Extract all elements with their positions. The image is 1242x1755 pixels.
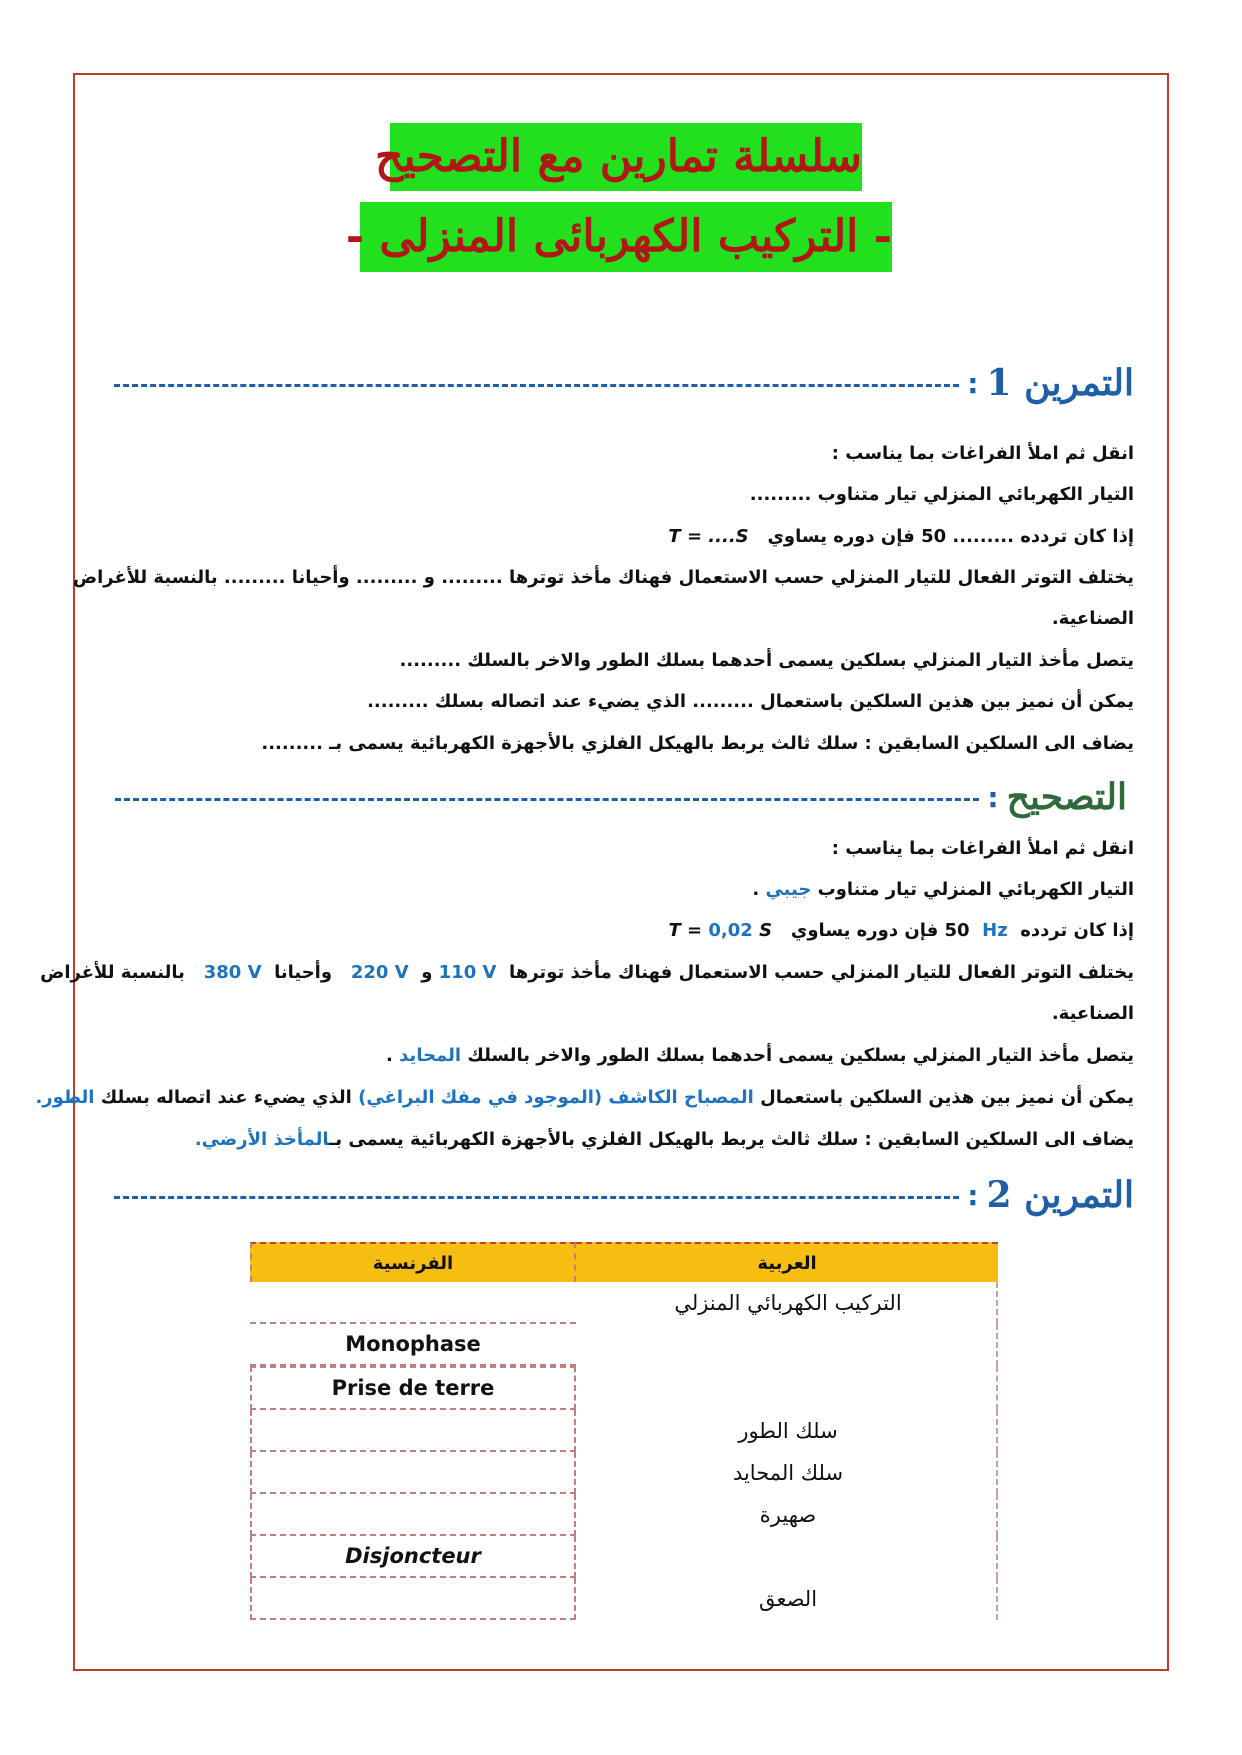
corr-line4-end: . bbox=[386, 1045, 393, 1066]
answer-110v: 110 V bbox=[438, 962, 497, 983]
corr-line2-s: S bbox=[759, 920, 773, 941]
table-row bbox=[250, 1282, 998, 1324]
cell-arabic bbox=[576, 1536, 998, 1578]
table-row bbox=[250, 1536, 998, 1578]
table-row bbox=[250, 1366, 998, 1410]
corr-line1-end: . bbox=[752, 879, 760, 900]
corr-line2-text1: إذا كان تردده bbox=[1020, 920, 1134, 941]
cell-french bbox=[250, 1410, 576, 1452]
dashed-divider bbox=[114, 1196, 959, 1199]
answer-220v: 220 V bbox=[350, 962, 409, 983]
cell-arabic: صهيرة bbox=[576, 1494, 998, 1536]
table-row bbox=[250, 1494, 998, 1536]
corr-instruction: انقل ثم املأ الفراغات بما يناسب : bbox=[831, 838, 1134, 859]
cell-arabic: سلك الطور bbox=[576, 1410, 998, 1452]
exercise1-heading bbox=[114, 362, 1134, 404]
col-header-french: الفرنسية bbox=[250, 1242, 576, 1282]
ex1-line2-formula: T = ....S bbox=[668, 526, 749, 547]
ex1-line5: يمكن أن نميز بين هذين السلكين باستعمال ......... الذي يضيء عند اتصاله بسلك ......... bbox=[367, 691, 1134, 712]
exercise2-heading bbox=[114, 1174, 1134, 1216]
ex1-line3: يختلف التوتر الفعال للتيار المنزلي حسب الاستعمال فهناك مأخذ توترها ......... و ......... وأحيانا ......... بالنسبة للأغراض bbox=[72, 567, 1134, 588]
correction-colon: : bbox=[987, 780, 999, 814]
answer-380v: 380 V bbox=[203, 962, 262, 983]
ex1-line3-cont: الصناعية. bbox=[1051, 608, 1134, 629]
cell-french bbox=[250, 1578, 576, 1620]
corr-line3-text1: يختلف التوتر الفعال للتيار المنزلي حسب الاستعمال فهناك مأخذ توترها bbox=[509, 962, 1134, 983]
table-header-row bbox=[250, 1242, 998, 1282]
corr-line6 bbox=[195, 1129, 1134, 1150]
exercise2-title: التمرين 2 bbox=[986, 1174, 1134, 1216]
exercise1-title: التمرين 1 bbox=[986, 362, 1134, 404]
cell-arabic: سلك المحايد bbox=[576, 1452, 998, 1494]
ex1-instruction: انقل ثم املأ الفراغات بما يناسب : bbox=[831, 443, 1134, 464]
ex1-line1: التيار الكهربائي المنزلي تيار متناوب ......... bbox=[749, 484, 1134, 505]
corr-line5-text1: يمكن أن نميز بين هذين السلكين باستعمال bbox=[760, 1087, 1134, 1108]
exercise2-colon: : bbox=[967, 1178, 979, 1212]
correction-heading bbox=[115, 776, 1127, 818]
ex1-line2 bbox=[668, 526, 1134, 547]
col-header-arabic: العربية bbox=[576, 1242, 998, 1282]
cell-arabic bbox=[576, 1324, 998, 1366]
answer-neutral: المحايد bbox=[399, 1045, 462, 1066]
ex1-line2-text: إذا كان تردده ......... 50 فإن دوره يساوي bbox=[767, 526, 1134, 547]
corr-line2-text2: 50 فإن دوره يساوي bbox=[790, 920, 970, 941]
table-row bbox=[250, 1452, 998, 1494]
answer-period: 0,02 bbox=[708, 920, 753, 941]
answer-phase: الطور. bbox=[35, 1087, 95, 1108]
corr-line4-text: يتصل مأخذ التيار المنزلي بسلكين يسمى أحدهما بسلك الطور والاخر بالسلك bbox=[467, 1045, 1134, 1066]
answer-hz: Hz bbox=[982, 920, 1008, 941]
cell-french bbox=[250, 1282, 576, 1324]
ex1-line6: يضاف الى السلكين السابقين : سلك ثالث يربط بالهيكل الفلزي بالأجهزة الكهربائية يسمى بـ ......... bbox=[261, 733, 1134, 754]
answer-sinusoidal: جيبي bbox=[765, 879, 812, 900]
vocabulary-table bbox=[250, 1242, 998, 1620]
table-row bbox=[250, 1578, 998, 1620]
series-title: سلسلة تمارين مع التصحيح bbox=[390, 123, 862, 191]
correction-title: التصحيح bbox=[1006, 776, 1127, 818]
corr-line3 bbox=[40, 962, 1134, 983]
corr-line4 bbox=[386, 1045, 1134, 1066]
cell-french bbox=[250, 1452, 576, 1494]
corr-line3-text3: بالنسبة للأغراض bbox=[40, 962, 185, 983]
topic-title: - التركيب الكهربائى المنزلى - bbox=[360, 202, 892, 272]
cell-arabic bbox=[576, 1366, 998, 1410]
table-row bbox=[250, 1324, 998, 1366]
answer-earth: المأخذ الأرضي. bbox=[194, 1129, 330, 1150]
cell-french: Monophase bbox=[250, 1324, 576, 1366]
cell-french: Prise de terre bbox=[250, 1366, 576, 1410]
ex1-line4: يتصل مأخذ التيار المنزلي بسلكين يسمى أحدهما بسلك الطور والاخر بالسلك ......... bbox=[399, 650, 1134, 671]
answer-tester-lamp: المصباح الكاشف (الموجود في مفك البراغي) bbox=[358, 1087, 754, 1108]
table-row bbox=[250, 1410, 998, 1452]
dashed-divider bbox=[114, 384, 959, 387]
exercise1-colon: : bbox=[967, 366, 979, 400]
dashed-divider bbox=[115, 798, 979, 801]
cell-arabic: التركيب الكهربائي المنزلي bbox=[576, 1282, 998, 1324]
corr-line3-cont: الصناعية. bbox=[1051, 1003, 1134, 1024]
cell-french: Disjoncteur bbox=[250, 1536, 576, 1578]
corr-line2-t: T = bbox=[668, 920, 703, 941]
corr-line1 bbox=[752, 879, 1134, 900]
corr-line1-text: التيار الكهربائي المنزلي تيار متناوب bbox=[817, 879, 1134, 900]
cell-arabic: الصعق bbox=[576, 1578, 998, 1620]
corr-line3-and: و bbox=[421, 962, 433, 983]
corr-line5 bbox=[35, 1087, 1134, 1108]
corr-line3-text2: وأحيانا bbox=[274, 962, 333, 983]
corr-line6-text: يضاف الى السلكين السابقين : سلك ثالث يربط بالهيكل الفلزي بالأجهزة الكهربائية يسمى بـ bbox=[329, 1129, 1134, 1150]
corr-line2 bbox=[668, 920, 1134, 941]
corr-line5-text2: الذي يضيء عند اتصاله بسلك bbox=[100, 1087, 352, 1108]
cell-french bbox=[250, 1494, 576, 1536]
